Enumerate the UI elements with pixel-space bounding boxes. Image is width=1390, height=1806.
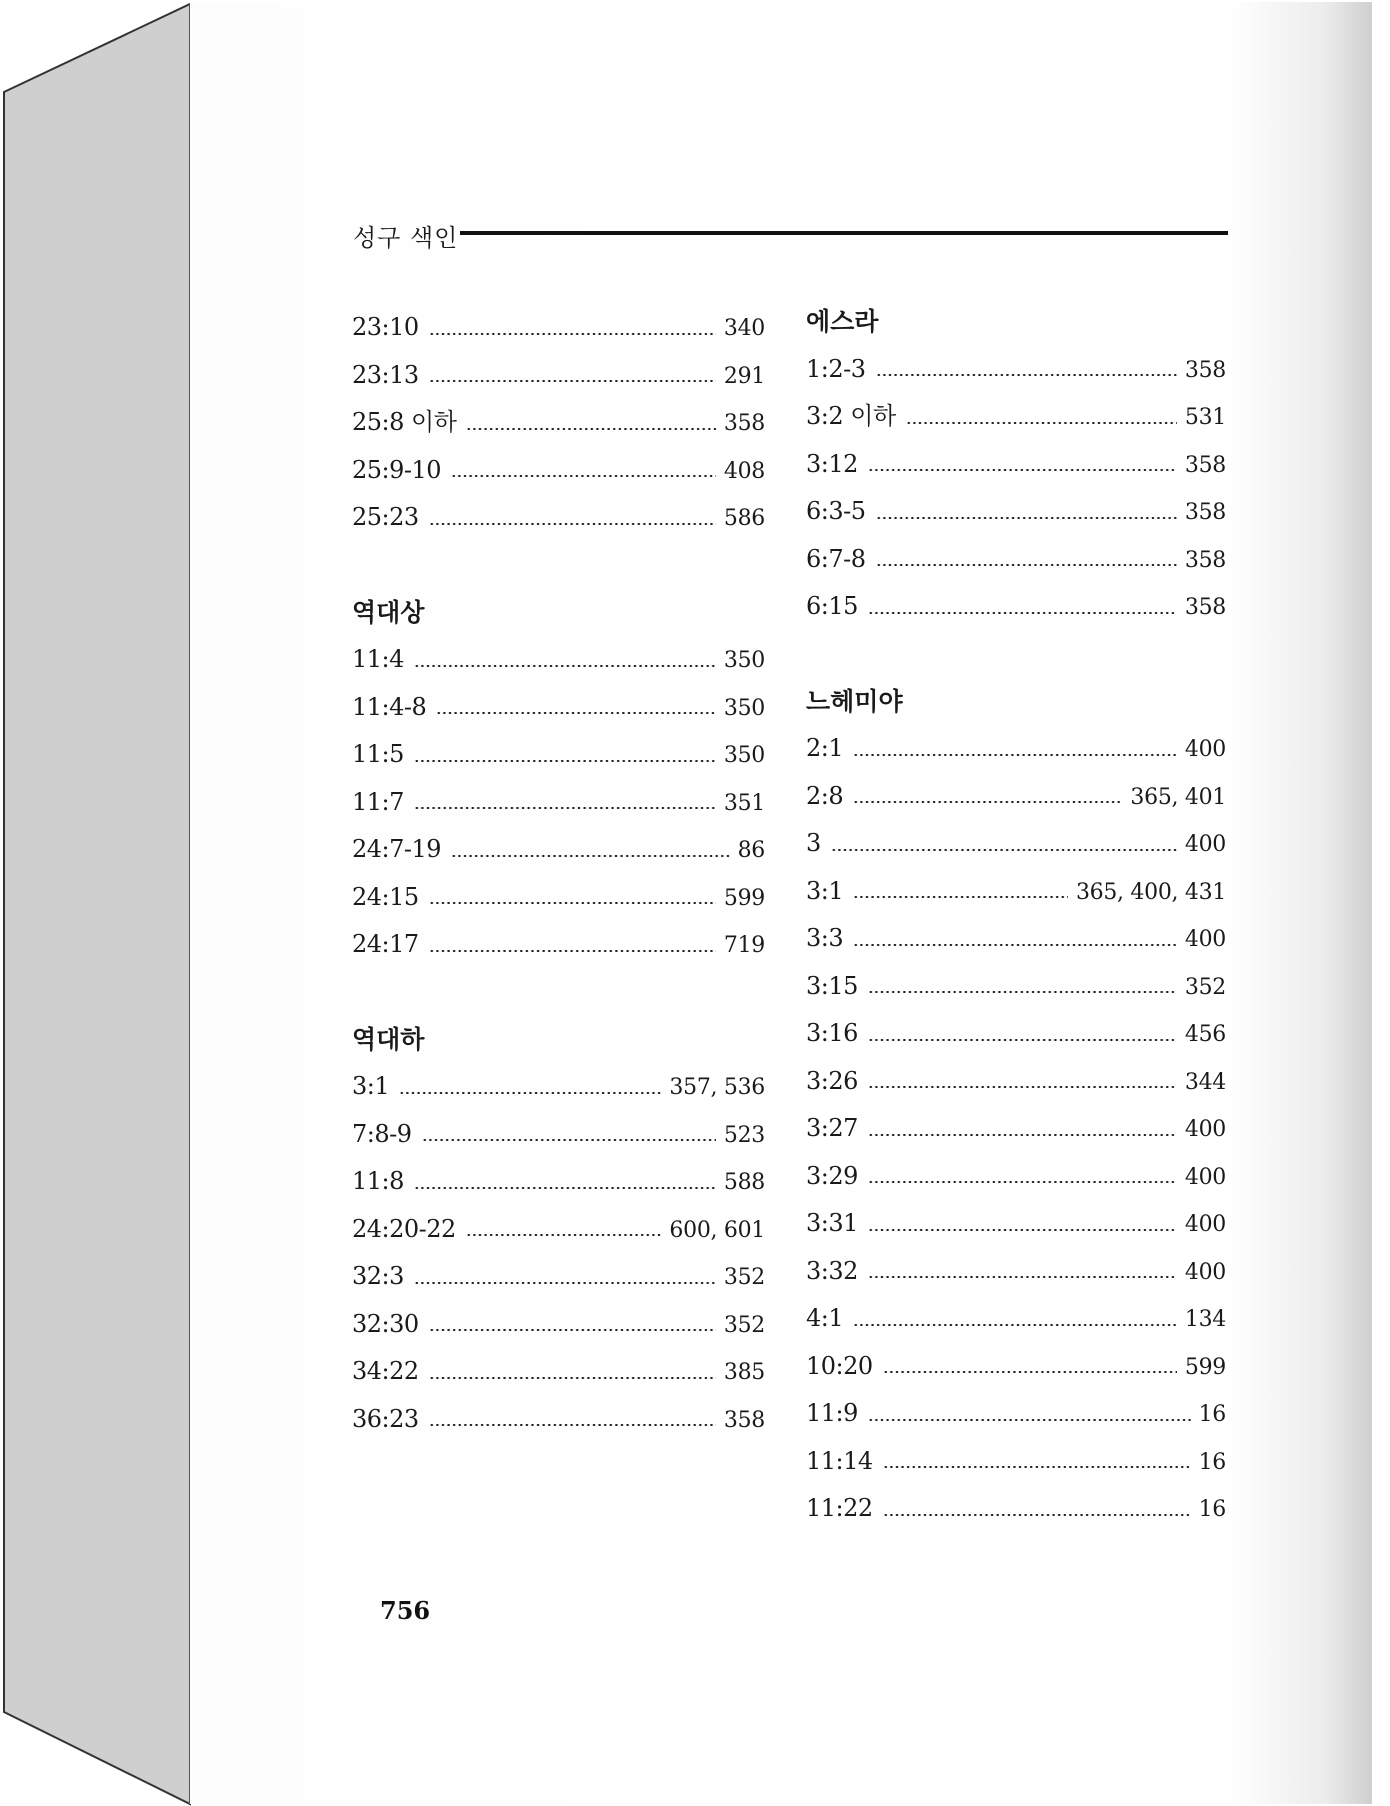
section-title: 역대하: [352, 1024, 425, 1054]
section-nehemiah: [806, 678, 1226, 1533]
index-entry: [352, 447, 765, 495]
section-title: 에스라: [806, 307, 879, 336]
verse-ref: 3:15: [806, 971, 858, 1000]
verse-ref: 11:7: [352, 787, 404, 816]
leader-dots: [429, 380, 716, 382]
index-entry: [806, 1438, 1226, 1486]
page-refs: 352: [1184, 974, 1226, 1000]
leader-dots: [429, 950, 716, 952]
page-refs: 400: [1184, 1212, 1226, 1237]
verse-ref: 3:29: [806, 1161, 858, 1190]
leader-dots: [868, 1181, 1177, 1183]
section-2-chronicles: [352, 1016, 765, 1444]
page-refs: 16: [1198, 1449, 1226, 1475]
page-refs: 408: [723, 458, 765, 484]
verse-ref: 32:3: [352, 1262, 404, 1290]
verse-ref: 11:14: [806, 1446, 873, 1475]
verse-ref: 11:9: [806, 1399, 858, 1427]
page-refs: 400: [1184, 737, 1226, 762]
page-refs: 523: [723, 1122, 765, 1148]
index-entry: [806, 1485, 1226, 1533]
index-entry: [806, 441, 1226, 489]
book-spine: [4, 4, 190, 1804]
page-refs: 358: [723, 1407, 765, 1433]
section-title: 느헤미야: [806, 686, 903, 716]
index-entry: [352, 1111, 765, 1159]
verse-ref: 3: [806, 829, 821, 857]
index-entry: [806, 963, 1226, 1011]
page-refs: 291: [723, 363, 765, 389]
page-refs: 134: [1184, 1307, 1226, 1332]
verse-ref: 6:15: [806, 592, 858, 620]
verse-ref: 11:5: [352, 740, 404, 768]
index-entry: [352, 826, 765, 874]
index-entry: [352, 1396, 765, 1444]
index-entry: [352, 779, 765, 827]
leader-dots: [883, 1514, 1191, 1516]
index-entry: [806, 1200, 1226, 1248]
verse-ref: 3:1: [806, 876, 844, 905]
page-refs: 400: [1184, 1117, 1226, 1142]
index-entry: [352, 1301, 765, 1349]
index-entry: [806, 1105, 1226, 1153]
page-refs: 350: [723, 648, 765, 673]
index-entry: [806, 1058, 1226, 1106]
page-refs: 344: [1184, 1069, 1226, 1095]
index-entry: [806, 725, 1226, 773]
index-entry: [352, 1158, 765, 1206]
verse-ref: 23:13: [352, 360, 419, 389]
leader-dots: [853, 1324, 1177, 1326]
index-entry: [806, 773, 1226, 821]
page-refs: 400: [1184, 832, 1226, 857]
page-refs: 365, 401: [1130, 784, 1226, 810]
verse-ref: 3:27: [806, 1114, 858, 1142]
verse-ref: 3:32: [806, 1256, 858, 1285]
section-1-chronicles: [352, 589, 765, 969]
index-entry: [352, 352, 765, 400]
verse-ref: 24:20-22: [352, 1214, 456, 1243]
section-ezra: [806, 298, 1226, 631]
leader-dots: [868, 1039, 1177, 1041]
leader-dots: [853, 944, 1177, 946]
verse-ref: 4:1: [806, 1304, 844, 1332]
verse-ref: 1:2-3: [806, 354, 866, 383]
leader-dots: [399, 1092, 661, 1094]
verse-ref: 24:15: [352, 882, 419, 911]
index-entry: [806, 346, 1226, 394]
page-refs: 600, 601: [669, 1217, 765, 1243]
section-title: 역대상: [352, 597, 425, 627]
page-refs: 340: [723, 316, 765, 341]
verse-ref: 34:22: [352, 1357, 419, 1385]
verse-ref: 3:16: [806, 1019, 858, 1047]
verse-ref: 24:7-19: [352, 835, 442, 863]
verse-ref: 2:8: [806, 781, 844, 810]
page-refs: 385: [723, 1360, 765, 1385]
index-entry: [806, 820, 1226, 868]
index-entry: [352, 636, 765, 684]
page-refs: 599: [1184, 1354, 1226, 1380]
verse-ref: 11:8: [352, 1167, 404, 1195]
leader-dots: [868, 1276, 1177, 1278]
index-entry: [806, 915, 1226, 963]
index-entry: [352, 684, 765, 732]
verse-ref: 25:23: [352, 503, 419, 531]
leader-dots: [868, 612, 1177, 614]
index-entry: [352, 731, 765, 779]
leader-dots: [414, 760, 716, 762]
index-entry: [352, 304, 765, 352]
leader-dots: [883, 1371, 1177, 1373]
leader-dots: [414, 665, 716, 667]
page-refs: 16: [1198, 1497, 1226, 1522]
page-refs: 531: [1184, 405, 1226, 430]
leader-dots: [868, 991, 1177, 993]
page-refs: 358: [1184, 357, 1226, 383]
leader-dots: [868, 1419, 1191, 1421]
index-entry: [352, 1348, 765, 1396]
index-entry: [806, 1010, 1226, 1058]
leader-dots: [429, 1329, 716, 1331]
verse-ref: 23:10: [352, 313, 419, 341]
verse-ref: 32:30: [352, 1309, 419, 1338]
page-refs: 599: [723, 885, 765, 911]
verse-ref: 24:17: [352, 930, 419, 958]
leader-dots: [466, 428, 716, 430]
page-refs: 351: [723, 790, 765, 816]
left-column: [352, 304, 765, 1443]
page-refs: 719: [723, 933, 765, 958]
leader-dots: [853, 754, 1177, 756]
index-entry: [806, 1248, 1226, 1296]
leader-dots: [436, 712, 716, 714]
index-entry: [352, 1253, 765, 1301]
right-column: [806, 298, 1226, 1533]
page-refs: 350: [723, 743, 765, 768]
leader-dots: [868, 1229, 1177, 1231]
leader-dots: [429, 333, 716, 335]
leader-dots: [876, 374, 1177, 376]
verse-ref: 11:4: [352, 645, 404, 673]
leader-dots: [451, 855, 730, 857]
leader-dots: [429, 902, 716, 904]
leader-dots: [868, 469, 1177, 471]
index-entry: [352, 874, 765, 922]
leader-dots: [868, 1134, 1177, 1136]
verse-ref: 3:2 이하: [806, 402, 896, 430]
page-refs: 357, 536: [669, 1075, 765, 1100]
leader-dots: [414, 1282, 716, 1284]
verse-ref: 11:4-8: [352, 692, 427, 721]
header-rule: [460, 231, 1228, 235]
leader-dots: [876, 517, 1177, 519]
page-refs: 350: [723, 695, 765, 721]
page-refs: 352: [723, 1312, 765, 1338]
page-refs: 358: [1184, 595, 1226, 620]
page-number: 756: [380, 1596, 431, 1625]
leader-dots: [414, 807, 716, 809]
page-refs: 365, 400, 431: [1075, 879, 1226, 905]
top-entries: [352, 304, 765, 542]
index-entry: [352, 494, 765, 542]
index-entry: [806, 1390, 1226, 1438]
index-entry: [806, 393, 1226, 441]
verse-ref: 11:22: [806, 1494, 873, 1522]
verse-ref: 3:3: [806, 924, 844, 952]
index-entry: [352, 921, 765, 969]
leader-dots: [466, 1234, 662, 1236]
leader-dots: [883, 1466, 1191, 1468]
page-refs: 456: [1184, 1022, 1226, 1047]
leader-dots: [422, 1139, 716, 1141]
leader-dots: [831, 849, 1177, 851]
leader-dots: [868, 1086, 1177, 1088]
page-refs: 400: [1184, 1259, 1226, 1285]
index-entry: [352, 1206, 765, 1254]
leader-dots: [429, 1377, 716, 1379]
verse-ref: 6:7-8: [806, 544, 866, 573]
verse-ref: 6:3-5: [806, 497, 866, 525]
index-entry: [806, 536, 1226, 584]
index-entry: [806, 1295, 1226, 1343]
index-entry: [806, 868, 1226, 916]
leader-dots: [876, 564, 1177, 566]
index-entry: [806, 1153, 1226, 1201]
page-refs: 400: [1184, 927, 1226, 952]
index-entry: [806, 1343, 1226, 1391]
verse-ref: 3:12: [806, 449, 858, 478]
page-refs: 400: [1184, 1164, 1226, 1190]
verse-ref: 7:8-9: [352, 1119, 412, 1148]
verse-ref: 3:31: [806, 1209, 858, 1237]
page-refs: 358: [1184, 500, 1226, 525]
page-refs: 588: [723, 1170, 765, 1195]
verse-ref: 36:23: [352, 1404, 419, 1433]
verse-ref: 3:26: [806, 1066, 858, 1095]
page-refs: 352: [723, 1265, 765, 1290]
leader-dots: [414, 1187, 716, 1189]
page-refs: 358: [723, 411, 765, 436]
verse-ref: 25:9-10: [352, 455, 442, 484]
leader-dots: [429, 523, 716, 525]
leader-dots: [906, 422, 1177, 424]
page-refs: 358: [1184, 547, 1226, 573]
verse-ref: 3:1: [352, 1072, 390, 1100]
leader-dots: [853, 896, 1068, 898]
index-entry: [806, 488, 1226, 536]
page-refs: 586: [723, 506, 765, 531]
page-refs: 86: [737, 838, 765, 863]
leader-dots: [429, 1424, 716, 1426]
verse-ref: 10:20: [806, 1351, 873, 1380]
verse-ref: 25:8 이하: [352, 408, 457, 436]
page-refs: 16: [1198, 1402, 1226, 1427]
running-header: 성구 색인: [353, 224, 459, 252]
leader-dots: [451, 475, 716, 477]
index-entry: [806, 583, 1226, 631]
verse-ref: 2:1: [806, 734, 844, 762]
page-refs: 358: [1184, 452, 1226, 478]
leader-dots: [853, 801, 1122, 803]
index-entry: [352, 399, 765, 447]
index-entry: [352, 1063, 765, 1111]
